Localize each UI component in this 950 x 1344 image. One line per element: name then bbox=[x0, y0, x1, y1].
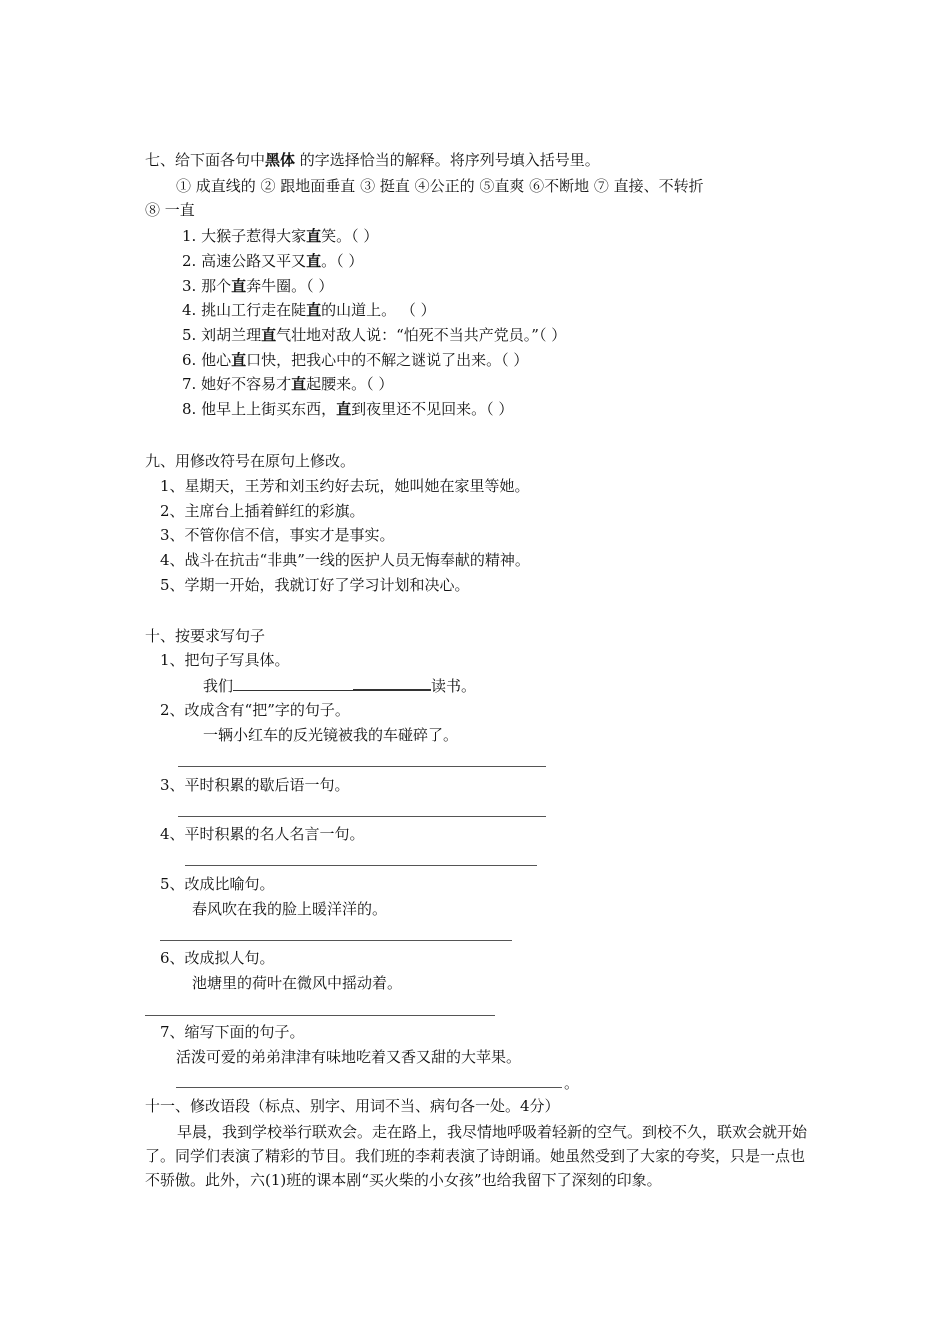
s10-q2: 2、改成含有“把”字的句子。 bbox=[160, 701, 350, 719]
answer-blank[interactable] bbox=[233, 676, 353, 691]
section-7-title: 七、给下面各句中黑体 的字选择恰当的解释。将序列号填入括号里。 bbox=[145, 151, 600, 169]
s10-q2-sentence: 一辆小红车的反光镜被我的车碰碎了。 bbox=[203, 726, 459, 744]
answer-blank[interactable] bbox=[353, 675, 431, 691]
s10-q7-period: 。 bbox=[564, 1074, 580, 1092]
s10-q5-sentence: 春风吹在我的脸上暖洋洋的。 bbox=[192, 900, 388, 918]
s9-item: 2、主席台上插着鲜红的彩旗。 bbox=[160, 502, 365, 520]
s10-q5: 5、改成比喻句。 bbox=[160, 875, 275, 893]
s9-item: 1、星期天，王芳和刘玉约好去玩，她叫她在家里等她。 bbox=[160, 477, 530, 495]
answer-line[interactable] bbox=[178, 766, 546, 767]
s10-q1-sentence: 我们 读书。 bbox=[203, 677, 477, 695]
s10-q7-sentence: 活泼可爱的弟弟津津有味地吃着又香又甜的大苹果。 bbox=[176, 1048, 522, 1066]
s10-q6-sentence: 池塘里的荷叶在微风中摇动着。 bbox=[192, 974, 403, 992]
section-11-title: 十一、修改语段（标点、别字、用词不当、病句各一处。4分） bbox=[145, 1097, 560, 1115]
s7-item: 6. 他心直口快，把我心中的不解之谜说了出来。（ ） bbox=[182, 351, 529, 369]
s7-item: 5. 刘胡兰理直气壮地对敌人说：“怕死不当共产党员。”（ ） bbox=[182, 326, 567, 344]
s9-item: 3、不管你信不信，事实才是事实。 bbox=[160, 526, 395, 544]
s10-q4: 4、平时积累的名人名言一句。 bbox=[160, 825, 365, 843]
s7-item: 2. 高速公路又平又直。（ ） bbox=[182, 252, 364, 270]
s7-item: 7. 她好不容易才直起腰来。（ ） bbox=[182, 375, 394, 393]
s10-q1: 1、把句子写具体。 bbox=[160, 651, 290, 669]
s7-item: 3. 那个直奔牛圈。（ ） bbox=[182, 277, 334, 295]
bold-keyword: 黑体 bbox=[265, 151, 296, 169]
answer-line[interactable] bbox=[185, 865, 537, 866]
s9-item: 4、战斗在抗击“非典”一线的医护人员无悔奉献的精神。 bbox=[160, 551, 530, 569]
s7-item: 1. 大猴子惹得大家直笑。（ ） bbox=[182, 227, 379, 245]
section-9-title: 九、用修改符号在原句上修改。 bbox=[145, 452, 356, 470]
answer-line[interactable] bbox=[160, 940, 512, 941]
s10-q6: 6、改成拟人句。 bbox=[160, 949, 275, 967]
s9-item: 5、学期一开始，我就订好了学习计划和决心。 bbox=[160, 576, 470, 594]
s7-item: 4. 挑山工行走在陡直的山道上。 （ ） bbox=[182, 301, 436, 319]
s10-q7: 7、缩写下面的句子。 bbox=[160, 1023, 305, 1041]
answer-line[interactable] bbox=[145, 1015, 495, 1016]
answer-line[interactable] bbox=[178, 816, 546, 817]
answer-line[interactable] bbox=[176, 1087, 562, 1088]
section-7-options: ① 成直线的 ② 跟地面垂直 ③ 挺直 ④公正的 ⑤直爽 ⑥不断地 ⑦ 直接、不转折 bbox=[176, 177, 704, 195]
section-7-options-cont: ⑧ 一直 bbox=[145, 201, 195, 219]
s7-item: 8. 他早上上街买东西，直到夜里还不见回来。（ ） bbox=[182, 400, 514, 418]
s10-q3: 3、平时积累的歇后语一句。 bbox=[160, 776, 350, 794]
s11-paragraph: 早晨，我到学校举行联欢会。走在路上，我尽情地呼吸着轻新的空气。到校不久，联欢会就开始了。同学们表演了精彩的节目。我们班的李莉表演了诗朗诵。她虽然受到了大家的夸奖，只是一点也不骄傲。此外，六(1)班的课本剧“买火柴的小女孩”也给我留下了深刻的印象。 bbox=[145, 1123, 808, 1189]
section-10-title: 十、按要求写句子 bbox=[145, 627, 266, 645]
